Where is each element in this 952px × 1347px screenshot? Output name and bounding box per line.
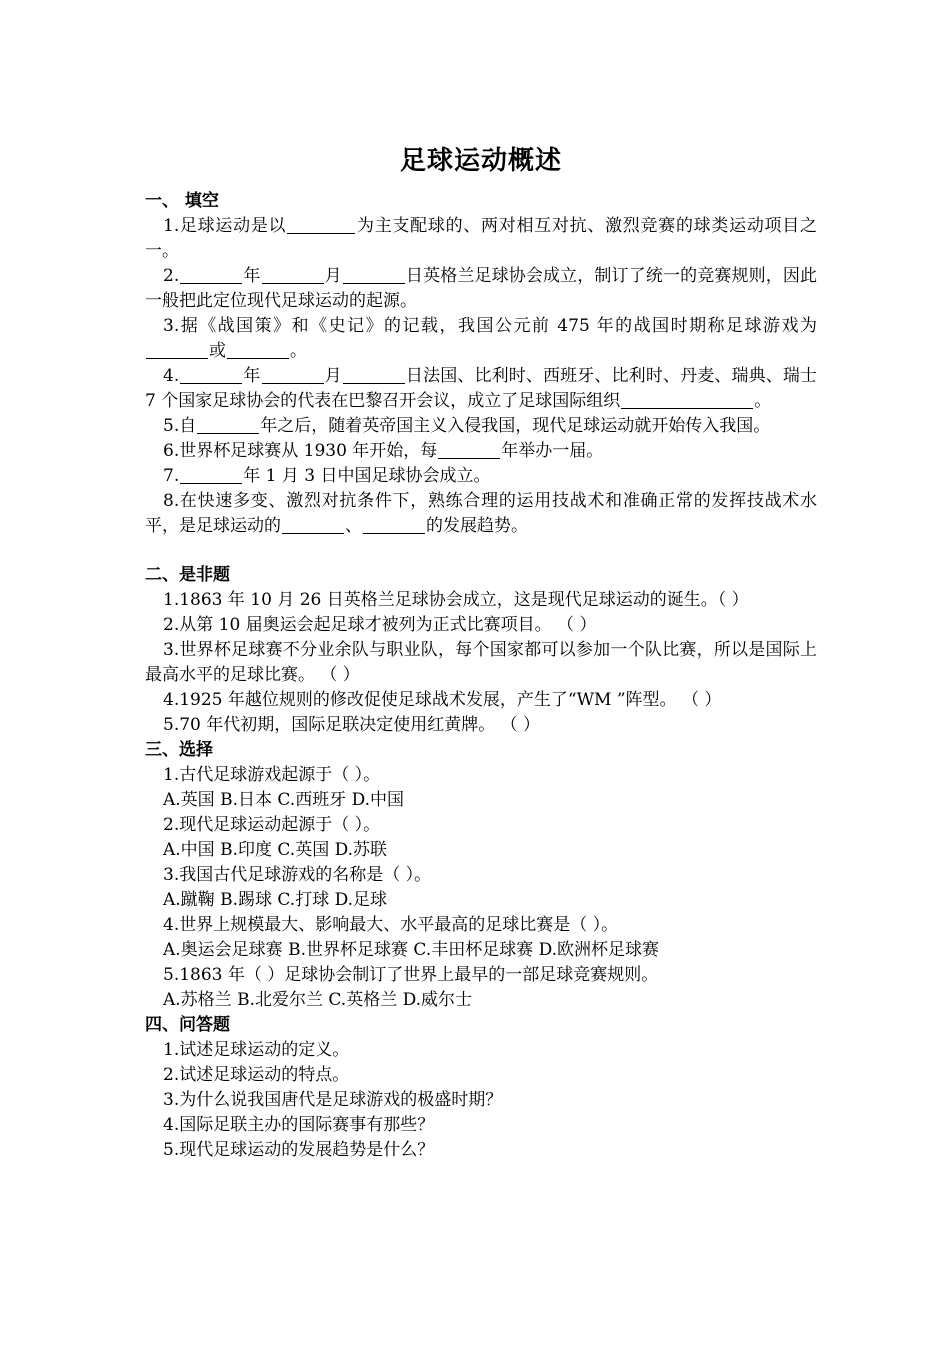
choice-question: 5.1863 年（ ）足球协会制订了世界上最早的一部足球竞赛规则。 — [163, 965, 659, 985]
answer-blank — [262, 365, 324, 384]
question-4: 4. 年 月 日法国、比利时、西班牙、比利时、丹麦、瑞典、瑞士 7 个国家足球协会的代表在巴黎召开会议，成立了足球国际组织 。 — [145, 366, 818, 411]
choice-options: A.英国 B.日本 C.西班牙 D.中国 — [163, 790, 405, 810]
question-3: 3.据《战国策》和《史记》的记载，我国公元前 475 年的战国时期称足球游戏为或 。 — [145, 314, 817, 364]
essay-question: 3.为什么说我国唐代是足球游戏的极盛时期？ — [163, 1090, 503, 1110]
answer-blank — [343, 265, 405, 284]
choice-options: A.苏格兰 B.北爱尔兰 C.英格兰 D.威尔士 — [163, 990, 473, 1010]
section-fill-blank — [145, 189, 817, 539]
question-6: 6.世界杯足球赛从 1930 年开始，每 年举办一届。 — [163, 441, 604, 461]
tf-question: 1.1863 年 10 月 26 日英格兰足球协会成立，这是现代足球运动的诞生。（ ） — [163, 590, 749, 610]
answer-blank — [438, 440, 500, 459]
section-spacer — [145, 539, 817, 563]
section-true-false — [145, 563, 817, 738]
answer-blank — [180, 365, 242, 384]
answer-blank — [180, 465, 242, 484]
essay-question: 5.现代足球运动的发展趋势是什么？ — [163, 1140, 435, 1160]
choice-options: A.蹴鞠 B.踢球 C.打球 D.足球 — [163, 890, 388, 910]
choice-question: 3.我国古代足球游戏的名称是（ ）。 — [163, 865, 432, 885]
choice-question: 2.现代足球运动起源于（ ）。 — [163, 815, 381, 835]
answer-blank — [287, 215, 355, 234]
answer-blank — [363, 515, 425, 534]
section-heading: 四、问答题 — [145, 1015, 230, 1035]
choice-options: A.奥运会足球赛 B.世界杯足球赛 C.丰田杯足球赛 D.欧洲杯足球赛 — [163, 940, 660, 960]
answer-blank — [197, 415, 259, 434]
section-heading: 一、 填空 — [145, 191, 219, 211]
essay-question: 2.试述足球运动的特点。 — [163, 1065, 350, 1085]
section-heading: 二、是非题 — [145, 565, 230, 585]
section-short-answer — [145, 1013, 817, 1163]
answer-blank — [146, 340, 208, 359]
question-1: 1.足球运动是以 为主支配球的、两对相互对抗、激烈竞赛的球类运动项目之一。 — [145, 216, 817, 261]
tf-question: 4.1925 年越位规则的修改促使足球战术发展，产生了“WM ”阵型。 （ ） — [163, 690, 722, 710]
answer-blank — [282, 515, 344, 534]
question-2: 2. 年 月 日英格兰足球协会成立，制订了统一的竞赛规则，因此一般把此定位现代足球运动的起源。 — [145, 266, 818, 311]
tf-question: 2.从第 10 届奥运会起足球才被列为正式比赛项目。 （ ） — [163, 615, 597, 635]
document-content — [145, 140, 817, 1163]
answer-blank — [180, 265, 242, 284]
question-8: 8.在快速多变、激烈对抗条件下，熟练合理的运用技战术和准确正常的发挥技战术水平，是足球运动的 、 的发展趋势。 — [145, 491, 817, 536]
tf-question: 3.世界杯足球赛不分业余队与职业队，每个国家都可以参加一个队比赛，所以是国际上最高水平的足球比赛。 （ ） — [145, 640, 817, 685]
section-multiple-choice — [145, 738, 817, 1013]
essay-question: 4.国际足联主办的国际赛事有那些？ — [163, 1115, 435, 1135]
answer-blank — [343, 365, 405, 384]
question-7: 7. 年 1 月 3 日中国足球协会成立。 — [163, 466, 491, 486]
tf-question: 5.70 年代初期，国际足联决定使用红黄牌。 （ ） — [163, 715, 541, 735]
answer-blank — [262, 265, 324, 284]
choice-options: A.中国 B.印度 C.英国 D.苏联 — [163, 840, 388, 860]
answer-blank — [621, 390, 753, 409]
essay-question: 1.试述足球运动的定义。 — [163, 1040, 350, 1060]
answer-blank — [227, 340, 289, 359]
question-5: 5.自 年之后，随着英帝国主义入侵我国，现代足球运动就开始传入我国。 — [163, 416, 771, 436]
section-heading: 三、选择 — [145, 740, 213, 760]
page-title: 足球运动概述 — [399, 146, 562, 176]
choice-question: 1.古代足球游戏起源于（ ）。 — [163, 765, 381, 785]
choice-question: 4.世界上规模最大、影响最大、水平最高的足球比赛是（ ）。 — [163, 915, 619, 935]
